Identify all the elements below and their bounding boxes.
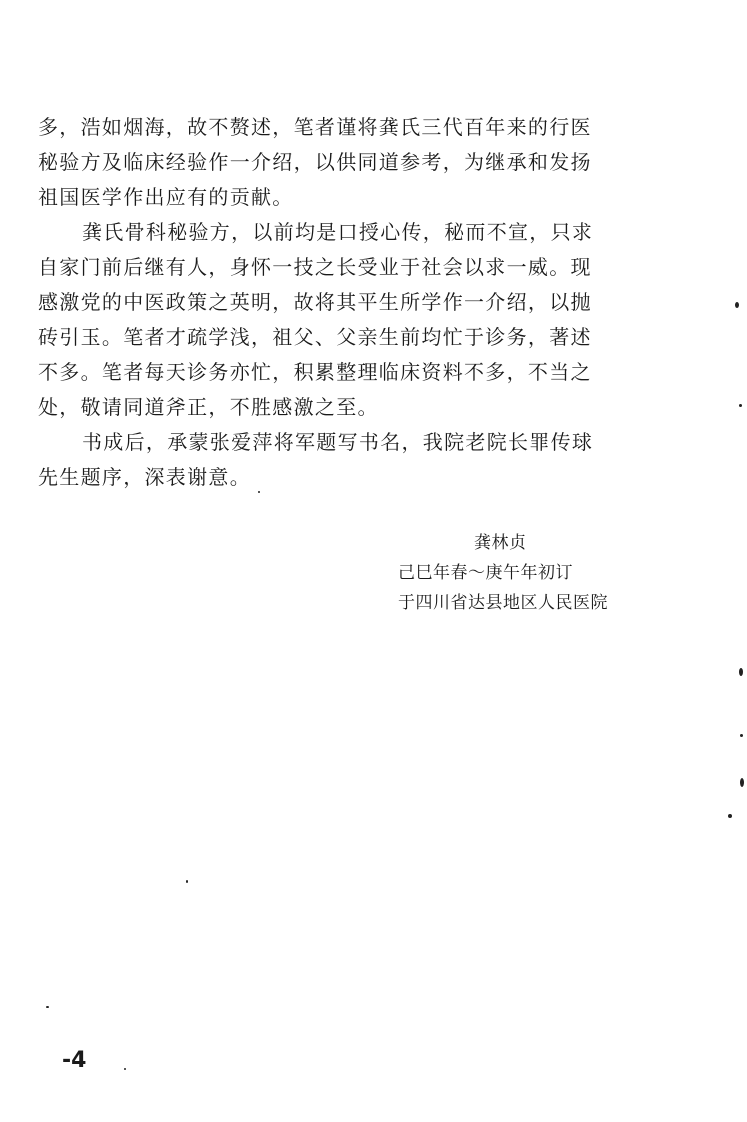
scan-speck <box>46 1006 49 1008</box>
paragraph-1 <box>38 110 638 215</box>
body-text <box>38 110 638 495</box>
paragraph-2 <box>38 215 638 425</box>
text-line: 先生题序，深表谢意。 <box>38 465 251 489</box>
page-number: -4 <box>62 1048 87 1073</box>
signature-block <box>398 528 698 618</box>
scan-speck <box>728 814 732 818</box>
text-line: 处，敬请同道斧正，不胜感激之至。 <box>38 395 379 419</box>
text-line: 书成后，承蒙张爱萍将军题写书名，我院老院长罪传球 <box>82 430 594 454</box>
author-name: 龚林贞 <box>474 533 527 553</box>
scan-speck <box>258 491 260 493</box>
paragraph-3 <box>38 425 638 495</box>
signature-place: 于四川省达县地区人民医院 <box>398 593 608 613</box>
text-line: 自家门前后继有人，身怀一技之长受业于社会以求一威。现 <box>38 255 592 279</box>
scan-speck <box>124 1068 126 1070</box>
scan-speck <box>186 880 188 883</box>
text-line: 多，浩如烟海，故不赘述，笔者谨将龚氏三代百年来的行医 <box>38 115 592 139</box>
scan-speck <box>739 668 743 676</box>
signature-date: 己巳年春～庚午年初订 <box>398 563 573 583</box>
text-line: 感激党的中医政策之英明，故将其平生所学作一介绍，以抛 <box>38 290 592 314</box>
scan-speck <box>739 404 742 407</box>
text-line: 龚氏骨科秘验方，以前均是口授心传，秘而不宣，只求 <box>82 220 594 244</box>
text-line: 砖引玉。笔者才疏学浅，祖父、父亲生前均忙于诊务，著述 <box>38 325 592 349</box>
scan-speck <box>740 778 744 787</box>
scan-speck <box>735 302 739 308</box>
text-line: 秘验方及临床经验作一介绍，以供同道参考，为继承和发扬 <box>38 150 592 174</box>
text-line: 祖国医学作出应有的贡献。 <box>38 185 294 209</box>
text-line: 不多。笔者每天诊务亦忙，积累整理临床资料不多，不当之 <box>38 360 592 384</box>
scan-speck <box>740 734 743 737</box>
